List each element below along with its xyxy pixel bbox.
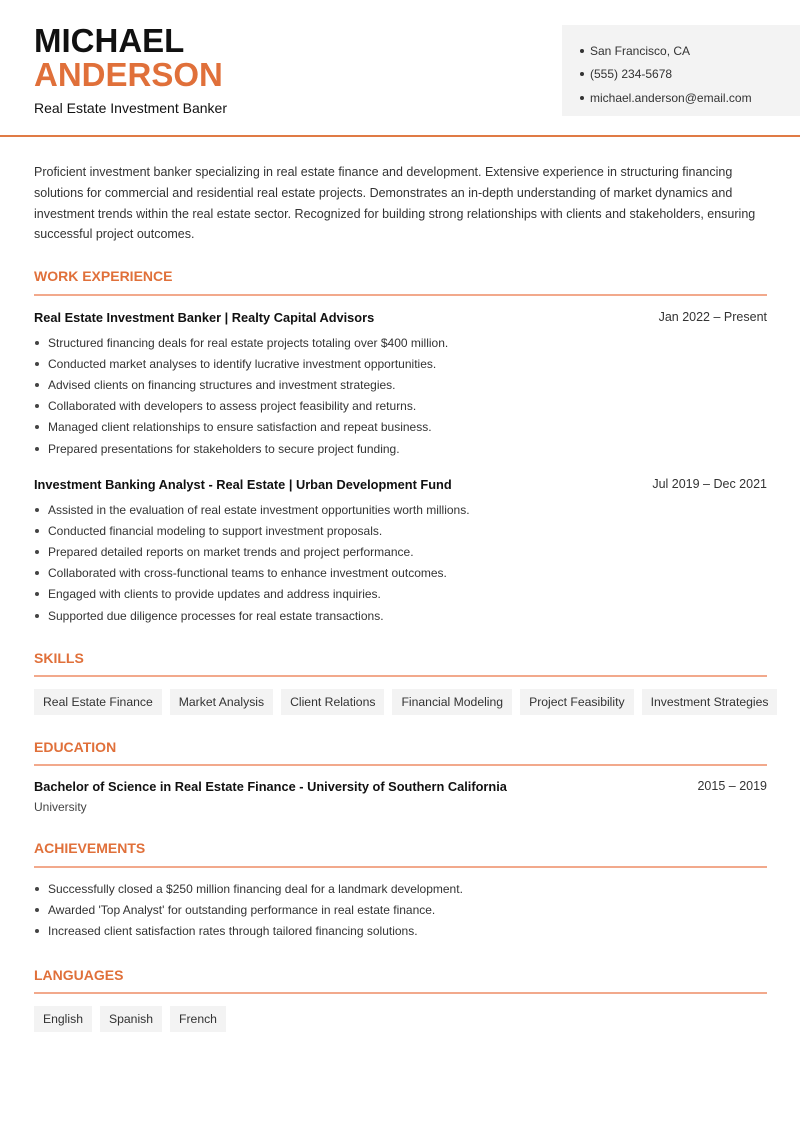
job-bullets-1: [34, 332, 769, 459]
section-title-languages: LANGUAGES: [34, 967, 124, 983]
section-title-skills: SKILLS: [34, 650, 84, 666]
section-title-work: WORK EXPERIENCE: [34, 268, 173, 284]
bullet-icon: [35, 383, 39, 387]
section-title-education: EDUCATION: [34, 739, 117, 755]
bullet-icon: [35, 929, 39, 933]
skill-chip: Real Estate Finance: [34, 689, 162, 715]
bullet-icon: [35, 614, 39, 618]
job-dates-2: Jul 2019 – Dec 2021: [652, 477, 767, 491]
job-bullets-2: [34, 499, 769, 626]
list-item: Engaged with clients to provide updates and address inquiries.: [34, 584, 769, 605]
job-title-2: Investment Banking Analyst - Real Estate | Urban Development Fund: [34, 477, 452, 492]
first-name: MICHAEL: [34, 22, 185, 59]
job-dates-1: Jan 2022 – Present: [658, 310, 767, 324]
job-title: Real Estate Investment Banker: [34, 100, 227, 116]
language-chip: French: [170, 1006, 226, 1032]
bullet-icon: [35, 404, 39, 408]
resume-header: [0, 0, 800, 137]
skills-list: [34, 689, 777, 715]
bullet-icon: [35, 508, 39, 512]
skill-chip: Investment Strategies: [642, 689, 778, 715]
skill-chip: Project Feasibility: [520, 689, 634, 715]
languages-list: [34, 1006, 226, 1032]
skill-chip: Market Analysis: [170, 689, 273, 715]
bullet-icon: [580, 96, 584, 100]
list-item: Assisted in the evaluation of real estate investment opportunities worth millions.: [34, 499, 769, 520]
bullet-icon: [35, 447, 39, 451]
list-item: Awarded 'Top Analyst' for outstanding performance in real estate finance.: [34, 899, 769, 920]
education-dates: 2015 – 2019: [697, 779, 767, 793]
contact-email[interactable]: michael.anderson@email.com: [580, 86, 800, 110]
contact-box: [562, 25, 800, 116]
language-chip: Spanish: [100, 1006, 162, 1032]
bullet-icon: [35, 550, 39, 554]
degree-title: Bachelor of Science in Real Estate Finance - University of Southern California: [34, 779, 507, 794]
list-item: Prepared detailed reports on market trends and project performance.: [34, 541, 769, 562]
list-item: Advised clients on financing structures and investment strategies.: [34, 374, 769, 395]
bullet-icon: [35, 571, 39, 575]
list-item: Increased client satisfaction rates through tailored financing solutions.: [34, 920, 769, 941]
skill-chip: Financial Modeling: [392, 689, 512, 715]
contact-location: San Francisco, CA: [580, 39, 800, 63]
list-item: Managed client relationships to ensure satisfaction and repeat business.: [34, 417, 769, 438]
summary: Proficient investment banker specializing in real estate finance and development. Extensive experience in structuring financing solutions for commercial and residential real estate projects. Demonstrates an in-depth understanding of market dynamics and investment trends within the real estate sector. Recognized for building strong relationships with clients and stakeholders, ensuring successful project outcomes.: [34, 165, 756, 242]
list-item: Collaborated with developers to assess project feasibility and returns.: [34, 396, 769, 417]
list-item: Prepared presentations for stakeholders to secure project funding.: [34, 438, 769, 459]
bullet-icon: [35, 887, 39, 891]
bullet-icon: [35, 425, 39, 429]
list-item: Collaborated with cross-functional teams to enhance investment outcomes.: [34, 563, 769, 584]
section-title-achievements: ACHIEVEMENTS: [34, 840, 146, 856]
list-item: Supported due diligence processes for real estate transactions.: [34, 605, 769, 626]
language-chip: English: [34, 1006, 92, 1032]
last-name: ANDERSON: [34, 56, 223, 93]
bullet-icon: [35, 362, 39, 366]
section-divider: [34, 992, 767, 994]
bullet-icon: [35, 529, 39, 533]
section-divider: [34, 866, 767, 868]
job-title-1: Real Estate Investment Banker | Realty Capital Advisors: [34, 310, 375, 325]
bullet-icon: [35, 908, 39, 912]
list-item: Successfully closed a $250 million financing deal for a landmark development.: [34, 878, 769, 899]
bullet-icon: [580, 72, 584, 76]
section-divider: [34, 675, 767, 677]
section-divider: [34, 764, 767, 766]
bullet-icon: [35, 592, 39, 596]
list-item: Conducted financial modeling to support investment proposals.: [34, 520, 769, 541]
institution-type: University: [34, 800, 87, 814]
list-item: Conducted market analyses to identify lucrative investment opportunities.: [34, 353, 769, 374]
achievements-list: [34, 878, 769, 942]
bullet-icon: [35, 341, 39, 345]
bullet-icon: [580, 49, 584, 53]
list-item: Structured financing deals for real estate projects totaling over $400 million.: [34, 332, 769, 353]
skill-chip: Client Relations: [281, 689, 384, 715]
section-divider: [34, 294, 767, 296]
contact-phone: (555) 234-5678: [580, 63, 800, 87]
